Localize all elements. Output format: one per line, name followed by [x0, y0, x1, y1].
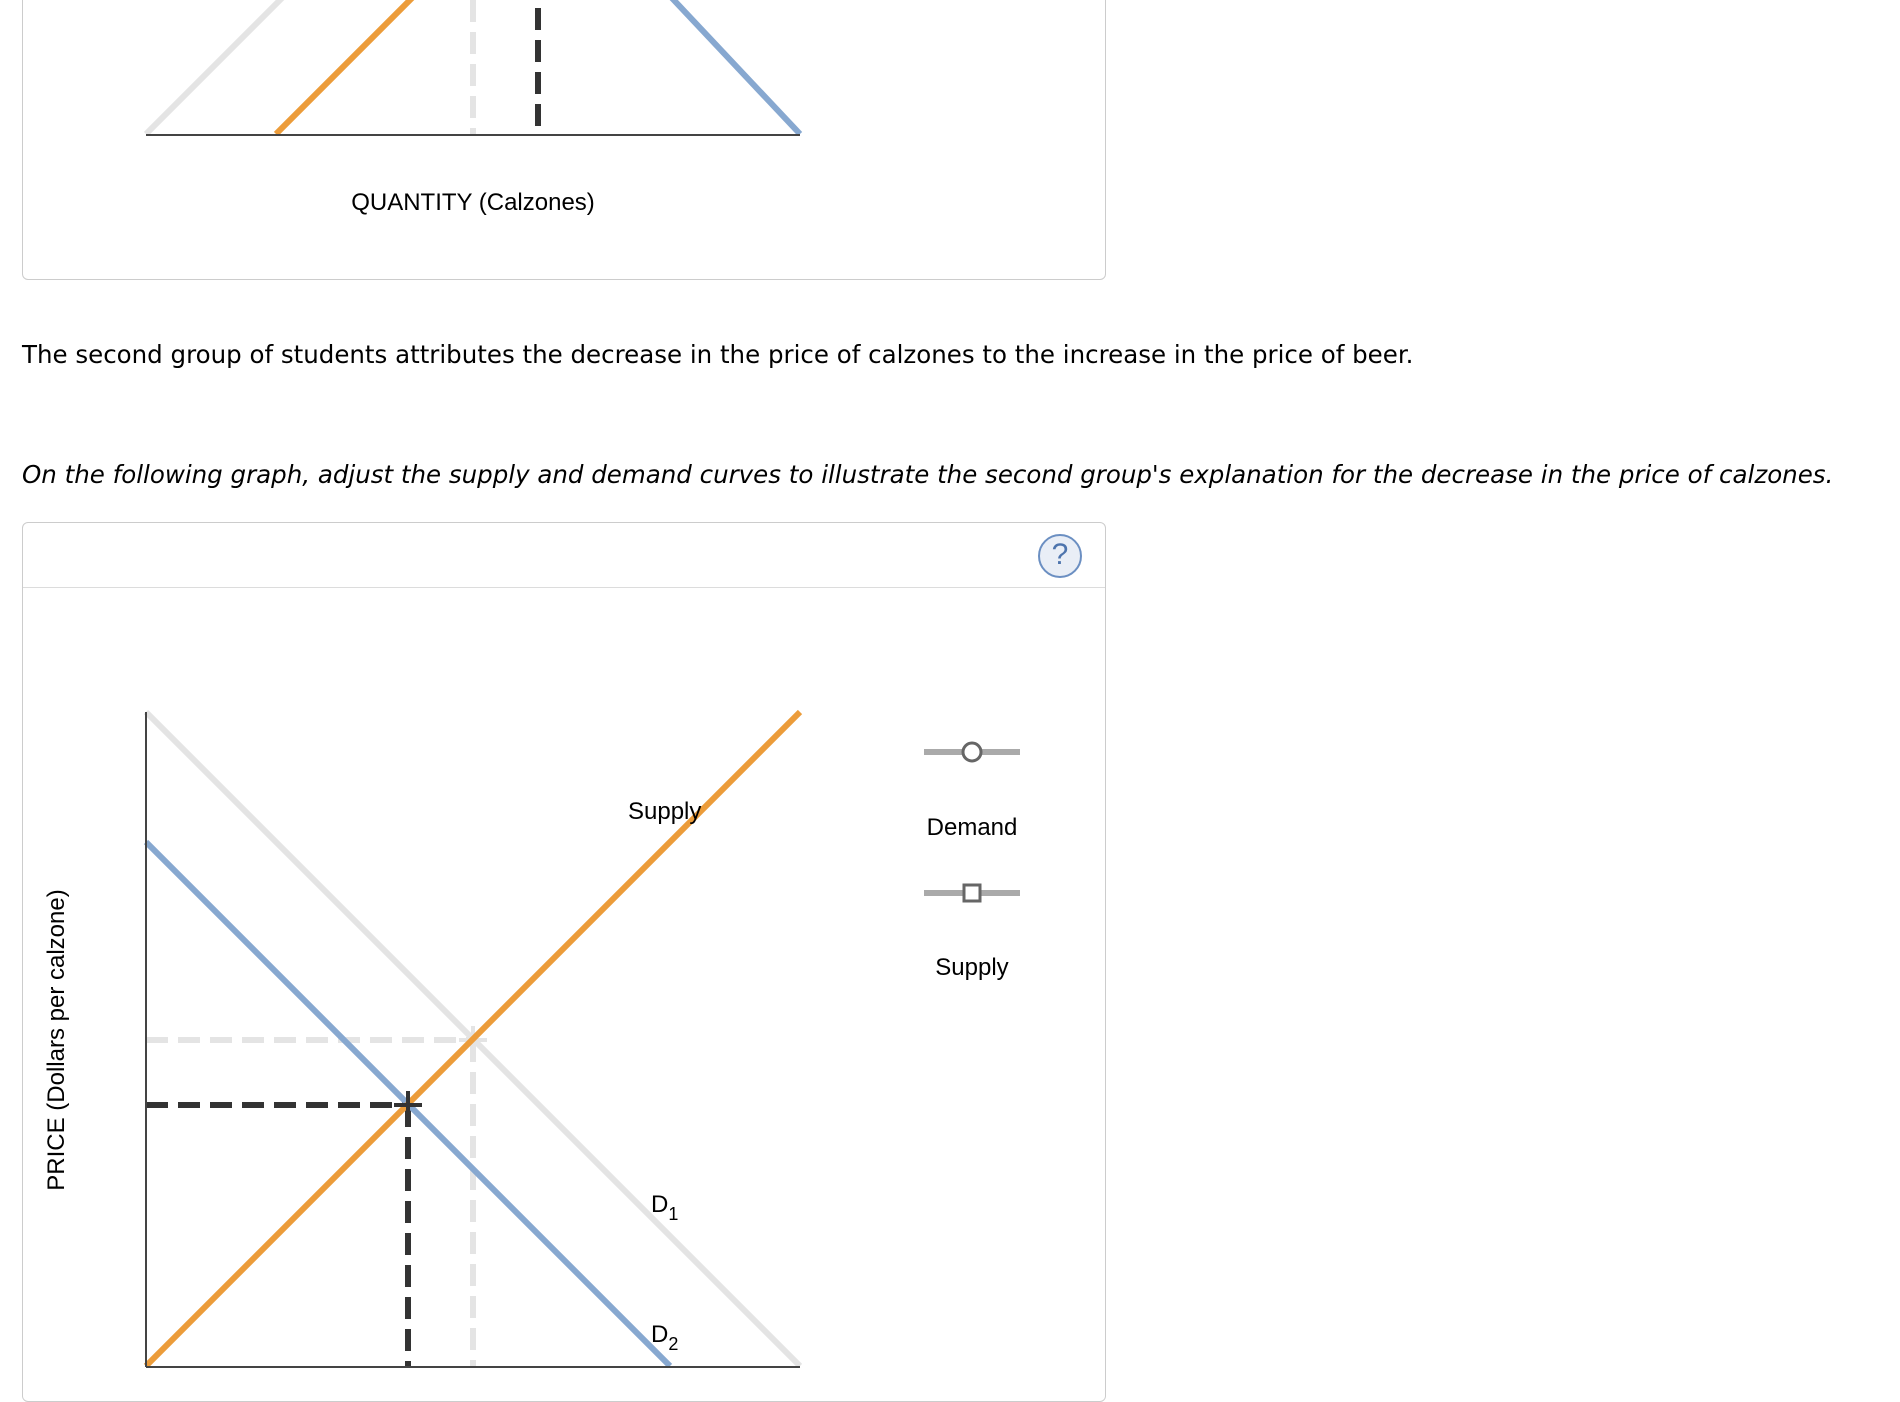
demand-tool-label: Demand — [926, 814, 1018, 841]
d2-label-main: D — [651, 1321, 669, 1348]
demand-tool[interactable] — [924, 743, 1020, 841]
help-button[interactable]: ? — [1038, 534, 1082, 578]
square-handle-icon — [964, 885, 980, 901]
prev-x-axis-label: QUANTITY (Calzones) — [351, 189, 595, 216]
supply-curve-label: Supply — [628, 798, 702, 825]
d1-label-main: D — [651, 1191, 669, 1218]
supply-tool[interactable] — [924, 885, 1020, 981]
instruction-text: On the following graph, adjust the supply and demand curves to illustrate the second group's explanation for the decrease in the price of calzones. — [22, 460, 1834, 489]
d1-label-sub: 1 — [668, 1204, 679, 1224]
d2-label-sub: 2 — [668, 1334, 679, 1354]
y-axis-label: PRICE (Dollars per calzone) — [43, 889, 70, 1191]
explanation-text: The second group of students attributes the decrease in the price of calzones to the increase in the price of beer. — [22, 340, 1414, 369]
supply-tool-label: Supply — [935, 954, 1009, 981]
circle-handle-icon — [963, 743, 981, 761]
